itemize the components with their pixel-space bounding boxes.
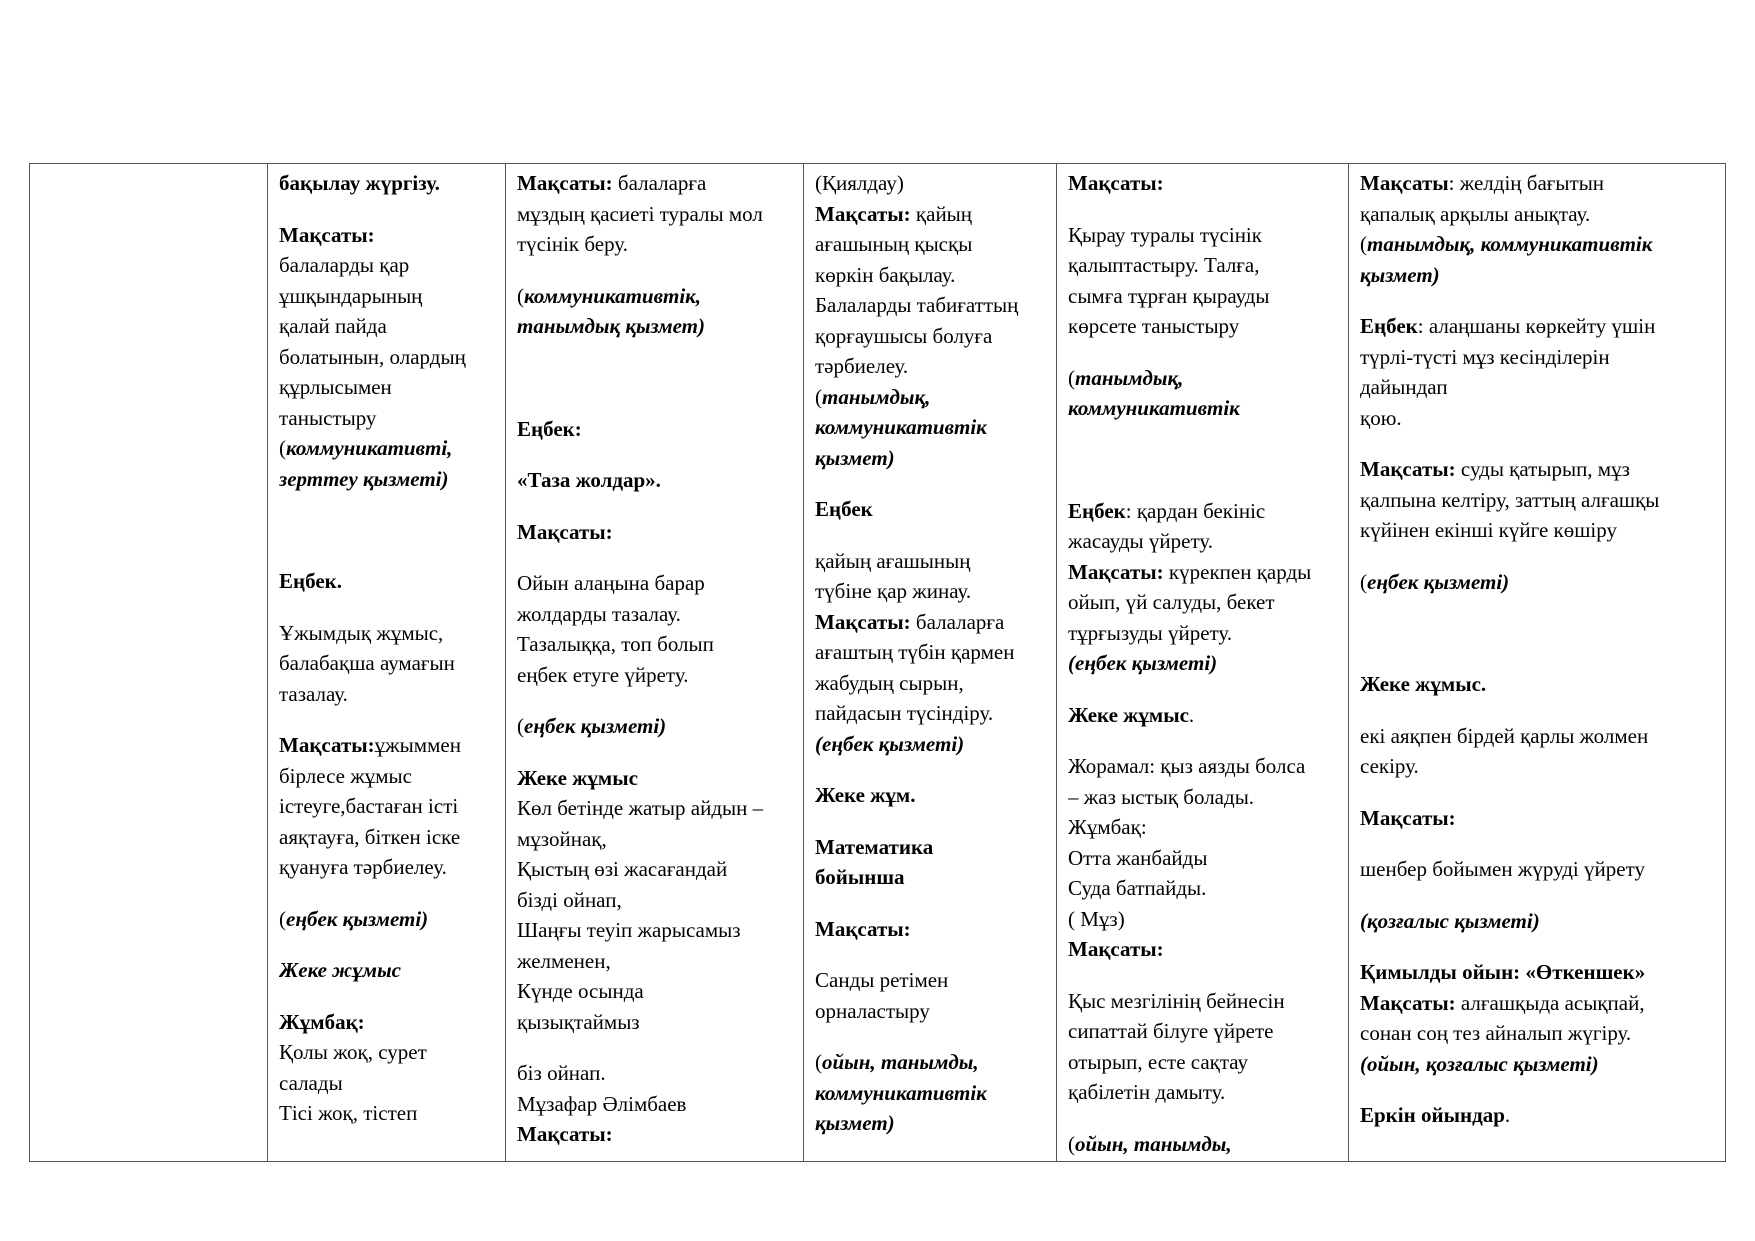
cell-line — [815, 290, 1048, 321]
text-run: Жеке жұмыс. — [1360, 672, 1487, 696]
text-run: қалай пайда — [279, 314, 387, 338]
cell-line — [1068, 812, 1340, 843]
text-run: сонан соң тез айналып жүгіру. — [1360, 1021, 1632, 1045]
cell-line — [279, 822, 497, 853]
lesson-plan-table — [29, 163, 1726, 1162]
text-run: ағашының қысқы — [815, 232, 973, 256]
cell-line — [815, 914, 1048, 945]
text-run: Жұмбақ: — [1068, 815, 1147, 839]
text-run: Мақсаты: — [279, 222, 375, 247]
cell-line — [1068, 557, 1340, 588]
cell-line — [1360, 311, 1717, 342]
table-cell-4 — [804, 164, 1057, 1162]
cell-line — [815, 1078, 1048, 1109]
text-run: түсінік беру. — [517, 232, 628, 256]
cell-line — [815, 199, 1048, 230]
text-run: қабілетін дамыту. — [1068, 1080, 1226, 1104]
cell-line — [279, 464, 497, 495]
cell-line — [279, 403, 497, 434]
cell-line — [815, 382, 1048, 413]
cell-line — [1360, 988, 1717, 1019]
table-cell-1 — [30, 164, 268, 1162]
cell-line — [1360, 485, 1717, 516]
text-run: ( — [815, 1050, 822, 1074]
text-run: (еңбек қызметі) — [815, 731, 965, 756]
cell-line — [1360, 854, 1717, 885]
table-cell-6 — [1349, 164, 1726, 1162]
cell-line — [279, 250, 497, 281]
text-run: Жеке жұмыс — [1068, 702, 1189, 727]
text-run: танымдық, — [822, 384, 931, 409]
cell-line — [517, 1007, 795, 1038]
cell-line — [815, 965, 1048, 996]
text-run: Тісі жоқ, тістеп — [279, 1101, 418, 1125]
text-run: қалыптастыру. Талға, — [1068, 253, 1260, 277]
cell-line — [1068, 618, 1340, 649]
cell-line — [1360, 260, 1717, 291]
text-run: орналастыру — [815, 998, 930, 1023]
cell-line — [517, 711, 795, 742]
cell-line — [279, 852, 497, 883]
cell-line — [517, 465, 795, 496]
text-run: Еңбек — [1360, 314, 1418, 338]
cell-line — [1360, 803, 1717, 834]
text-run: ( — [1360, 232, 1367, 256]
text-run: (Қиялдау) — [815, 171, 904, 195]
text-run: істеуге,бастаған істі — [279, 794, 459, 818]
cell-line — [1360, 403, 1717, 434]
cell-line — [1360, 1049, 1717, 1080]
cell-line — [815, 443, 1048, 474]
text-run: суды қатырып, мұз — [1455, 457, 1630, 481]
text-run: . — [1188, 702, 1195, 727]
text-run: Көл бетінде жатыр айдын – — [517, 796, 764, 820]
text-run: құрлысымен — [279, 375, 392, 399]
text-run: ( — [517, 714, 524, 738]
text-run: Қолы жоқ, сурет — [279, 1040, 427, 1064]
text-run: балабақша аумағын — [279, 651, 455, 675]
cell-line — [279, 1068, 497, 1099]
text-run: қою. — [1360, 405, 1402, 430]
cell-line — [815, 229, 1048, 260]
cell-line — [1068, 1077, 1340, 1108]
cell-line — [1360, 567, 1717, 598]
text-run: отырып, есте сақтау — [1068, 1049, 1249, 1074]
text-run: ( — [1360, 569, 1367, 594]
text-run: Мақсаты — [1360, 171, 1449, 195]
text-run: Мұзафар Әлімбаев — [517, 1091, 687, 1116]
cell-line — [1068, 843, 1340, 874]
cell-line — [1360, 1018, 1717, 1049]
text-run: қайың — [910, 201, 973, 226]
text-run: : қардан бекініс — [1125, 498, 1266, 523]
text-run: Шаңғы теуіп жарысамыз — [517, 918, 741, 942]
cell-line — [279, 730, 497, 761]
cell-line — [517, 517, 795, 548]
text-run: қуануға тәрбиелеу. — [279, 855, 447, 879]
cell-line — [815, 260, 1048, 291]
text-run: Тазалыққа, топ болып — [517, 632, 714, 656]
cell-line — [517, 199, 795, 230]
cell-line — [279, 761, 497, 792]
cell-line — [1068, 986, 1340, 1017]
cell-line — [279, 904, 497, 935]
text-run: танымдық, — [1075, 365, 1184, 390]
cell-line — [815, 780, 1048, 811]
text-run: қорғаушысы болуға — [815, 323, 993, 348]
text-run: ойып, үй салуды, бекет — [1068, 590, 1275, 614]
text-run: (еңбек қызметі) — [1068, 651, 1218, 675]
text-run: мұзойнақ, — [517, 826, 607, 851]
cell-line — [517, 1089, 795, 1120]
text-run: коммуникативтік, — [524, 283, 702, 308]
text-run: салады — [279, 1070, 343, 1095]
text-run: Отта жанбайды — [1068, 845, 1208, 870]
text-run: танымдық, коммуникативтік — [1367, 232, 1653, 256]
cell-line — [1360, 957, 1717, 988]
text-run: Мақсаты: — [517, 171, 613, 195]
text-run: ойын, танымды, — [822, 1050, 979, 1074]
text-run: жасауды үйрету. — [1068, 529, 1213, 553]
cell-line — [517, 568, 795, 599]
cell-line — [279, 168, 497, 199]
text-run: коммуникативтік — [1068, 396, 1240, 420]
cell-line — [1068, 250, 1340, 281]
text-run: көркін бақылау. — [815, 262, 956, 287]
cell-line — [815, 637, 1048, 668]
text-run: пайдасын түсіндіру. — [815, 701, 994, 725]
cell-line — [1360, 229, 1717, 260]
text-run: (қозғалыс қызметі) — [1360, 908, 1540, 933]
text-run: Жұмбақ: — [279, 1009, 365, 1034]
text-run: Еңбек: — [517, 416, 582, 441]
text-run: Еңбек. — [279, 569, 342, 593]
cell-line — [279, 342, 497, 373]
cell-line — [517, 1119, 795, 1150]
cell-line — [1360, 906, 1717, 937]
text-run: коммуникативтік — [815, 415, 987, 439]
text-run: күйінен екінші күйге көшіру — [1360, 518, 1617, 542]
cell-line — [1068, 311, 1340, 342]
cell-line — [1360, 454, 1717, 485]
cell-line — [1068, 1129, 1340, 1159]
text-run: бірлесе жұмыс — [279, 763, 412, 788]
text-run: біз ойнап. — [517, 1061, 606, 1085]
text-run: қапалық арқылы анықтау. — [1360, 201, 1591, 226]
text-run: жабудың сырын, — [815, 670, 964, 695]
text-run: «Таза жолдар». — [517, 468, 661, 492]
cell-line — [815, 494, 1048, 525]
text-run: мұздың қасиеті туралы мол — [517, 201, 763, 226]
cell-line — [1360, 1100, 1717, 1131]
cell-line — [517, 1058, 795, 1089]
text-run: ойын, танымды, — [1075, 1131, 1232, 1156]
text-run: секіру. — [1360, 754, 1419, 778]
text-run: Еркін ойындар — [1360, 1103, 1505, 1127]
cell-line — [517, 946, 795, 977]
text-run: қызмет) — [815, 1111, 895, 1135]
text-run: Санды ретімен — [815, 968, 949, 992]
text-run: түбіне қар жинау. — [815, 579, 972, 603]
cell-line — [517, 281, 795, 312]
cell-line — [517, 414, 795, 445]
cell-line — [1068, 496, 1340, 527]
cell-line — [815, 546, 1048, 577]
cell-line — [517, 885, 795, 916]
text-run: қайың ағашының — [815, 548, 971, 573]
cell-line — [815, 351, 1048, 382]
cell-line — [517, 793, 795, 824]
cell-line — [1360, 515, 1717, 546]
cell-line — [279, 618, 497, 649]
text-run: Ойын алаңына барар — [517, 571, 705, 595]
cell-line — [815, 576, 1048, 607]
cell-line — [279, 1007, 497, 1038]
text-run: Суда батпайды. — [1068, 876, 1207, 900]
text-run: ағаштың түбін қармен — [815, 640, 1015, 664]
text-run: алғашқыда асықпай, — [1455, 990, 1645, 1015]
text-run: ( — [1068, 365, 1075, 390]
cell-line — [815, 412, 1048, 443]
cell-line — [1068, 281, 1340, 312]
text-run: көрсете таныстыру — [1068, 314, 1240, 338]
text-run: Қимылды ойын: «Өткеншек» — [1360, 960, 1646, 984]
text-run: Мақсаты: — [815, 916, 911, 941]
text-run: Мақсаты: — [1068, 937, 1164, 961]
text-run: еңбек қызметі) — [524, 714, 667, 738]
text-run: Жеке жұмыс — [279, 958, 401, 982]
cell-line — [1068, 873, 1340, 904]
text-run: тұрғызуды үйрету. — [1068, 620, 1233, 645]
text-run: Мақсаты: — [1360, 805, 1456, 830]
cell-line — [1068, 934, 1340, 965]
cell-line — [815, 832, 1048, 863]
text-run: Қыстың өзі жасағандай — [517, 857, 728, 881]
text-run: қызмет) — [815, 445, 895, 470]
text-run: Математика — [815, 834, 934, 859]
cell-line — [815, 729, 1048, 760]
text-run: Күнде осында — [517, 979, 644, 1003]
cell-line — [1360, 168, 1717, 199]
cell-line — [1068, 700, 1340, 731]
text-run: Қыс мезгілінің бейнесін — [1068, 988, 1285, 1013]
text-run: тазалау. — [279, 681, 348, 706]
text-run: күрекпен қарды — [1163, 559, 1312, 584]
cell-line — [815, 607, 1048, 638]
text-run: (ойын, қозғалыс қызметі) — [1360, 1051, 1599, 1076]
text-run: Еңбек — [815, 497, 873, 521]
cell-line — [815, 698, 1048, 729]
cell-line — [517, 976, 795, 1007]
text-run: аяқтауға, біткен іске — [279, 824, 461, 849]
table-cell-5 — [1057, 164, 1349, 1162]
text-run: ( — [279, 436, 286, 460]
cell-line — [1068, 393, 1340, 424]
cell-line — [279, 791, 497, 822]
cell-line — [1068, 751, 1340, 782]
cell-line — [279, 372, 497, 403]
cell-line — [1360, 751, 1717, 782]
text-run: : алаңшаны көркейту үшін — [1417, 314, 1656, 338]
text-run: қызмет) — [1360, 262, 1440, 287]
text-run: Мақсаты: — [815, 201, 911, 226]
cell-line — [517, 229, 795, 260]
text-run: . — [1504, 1103, 1511, 1127]
text-run: балаларды қар — [279, 253, 410, 277]
cell-line — [1068, 782, 1340, 813]
cell-line — [279, 433, 497, 464]
cell-line — [279, 648, 497, 679]
text-run: Еңбек — [1068, 498, 1126, 523]
cell-line — [279, 220, 497, 251]
text-run: сипаттай білуге үйрете — [1068, 1019, 1274, 1043]
text-run: түрлі-түсті мұз кесінділерін — [1360, 344, 1610, 369]
text-run: Қырау туралы түсінік — [1068, 222, 1262, 247]
cell-line — [279, 1098, 497, 1129]
text-run: ( — [1068, 1131, 1075, 1156]
text-run: Мақсаты: — [517, 519, 613, 544]
text-run: дайындап — [1360, 375, 1448, 399]
table-cell-2 — [268, 164, 506, 1162]
text-run: Мақсаты: — [1068, 171, 1164, 195]
cell-line — [1068, 363, 1340, 394]
cell-line — [279, 566, 497, 597]
text-run: жолдарды тазалау. — [517, 601, 681, 626]
table-row — [30, 164, 1726, 1162]
text-run: тәрбиелеу. — [815, 354, 909, 378]
text-run: : желдің бағытын — [1448, 171, 1605, 195]
cell-line — [517, 824, 795, 855]
cell-line — [1360, 372, 1717, 403]
text-run: таныстыру — [279, 405, 377, 430]
cell-line — [1068, 220, 1340, 251]
cell-line — [815, 321, 1048, 352]
text-run: Мақсаты: — [517, 1122, 613, 1146]
text-run: Жеке жұм. — [815, 783, 916, 807]
cell-line — [279, 281, 497, 312]
cell-line — [279, 955, 497, 986]
text-run: ( — [279, 906, 286, 931]
text-run: еңбек қызметі) — [1367, 569, 1510, 594]
text-run: шенбер бойымен жүруді үйрету — [1360, 857, 1645, 881]
cell-line — [1068, 587, 1340, 618]
text-run: Мақсаты: — [279, 733, 375, 757]
cell-line — [815, 1047, 1048, 1078]
cell-line — [517, 599, 795, 630]
text-run: ұжыммен — [374, 733, 461, 757]
text-run: Ұжымдық жұмыс, — [279, 620, 444, 645]
cell-line — [815, 668, 1048, 699]
cell-line — [517, 763, 795, 794]
cell-line — [279, 1037, 497, 1068]
cell-line — [815, 168, 1048, 199]
cell-line — [1068, 1047, 1340, 1078]
cell-line — [1360, 721, 1717, 752]
text-run: Мақсаты: — [1068, 559, 1164, 584]
cell-line — [279, 311, 497, 342]
text-run: Мақсаты: — [1360, 990, 1456, 1015]
text-run: қызықтаймыз — [517, 1009, 640, 1034]
cell-line — [517, 660, 795, 691]
cell-line — [517, 311, 795, 342]
text-run: Жорамал: қыз аязды болса — [1068, 754, 1306, 778]
cell-line — [1068, 168, 1340, 199]
cell-line — [279, 679, 497, 710]
cell-line — [517, 854, 795, 885]
cell-line — [1360, 342, 1717, 373]
text-run: бізді ойнап, — [517, 887, 622, 912]
text-run: Мақсаты: — [815, 609, 911, 634]
text-run: балаларға — [612, 171, 707, 195]
cell-line — [1360, 669, 1717, 700]
cell-line — [815, 862, 1048, 893]
cell-line — [517, 629, 795, 660]
cell-line — [517, 915, 795, 946]
text-run: коммуникативтік — [815, 1080, 987, 1105]
text-run: ( — [517, 283, 524, 308]
text-run: еңбек етуге үйрету. — [517, 662, 689, 687]
text-run: бойынша — [815, 865, 905, 889]
cell-line — [815, 996, 1048, 1027]
text-run: еңбек қызметі) — [286, 906, 429, 931]
cell-line — [1068, 648, 1340, 679]
text-run: балаларға — [910, 609, 1005, 634]
text-run: – жаз ыстық болады. — [1068, 784, 1255, 809]
text-run: Мақсаты: — [1360, 457, 1456, 481]
text-run: Жеке жұмыс — [517, 765, 638, 790]
text-run: Балаларды табиғаттың — [815, 293, 1019, 317]
text-run: қалпына келтіру, заттың алғашқы — [1360, 487, 1660, 512]
text-run: желменен, — [517, 948, 611, 973]
text-run: ( — [815, 384, 822, 409]
cell-line — [517, 168, 795, 199]
text-run: зерттеу қызметі) — [279, 466, 449, 491]
text-run: бақылау жүргізу. — [279, 171, 440, 195]
cell-line — [1360, 199, 1717, 230]
text-run: болатынын, олардың — [279, 344, 466, 369]
cell-line — [1068, 904, 1340, 935]
cell-line — [1068, 526, 1340, 557]
text-run: екі аяқпен бірдей қарлы жолмен — [1360, 723, 1649, 748]
text-run: коммуникативті, — [286, 436, 453, 460]
text-run: сымға тұрған қырауды — [1068, 283, 1270, 308]
text-run: ұшқындарының — [279, 283, 423, 308]
table-cell-3 — [506, 164, 804, 1162]
text-run: ( Мұз) — [1068, 906, 1125, 931]
cell-line — [1068, 1016, 1340, 1047]
text-run: танымдық қызмет) — [517, 314, 705, 338]
cell-line — [815, 1108, 1048, 1139]
